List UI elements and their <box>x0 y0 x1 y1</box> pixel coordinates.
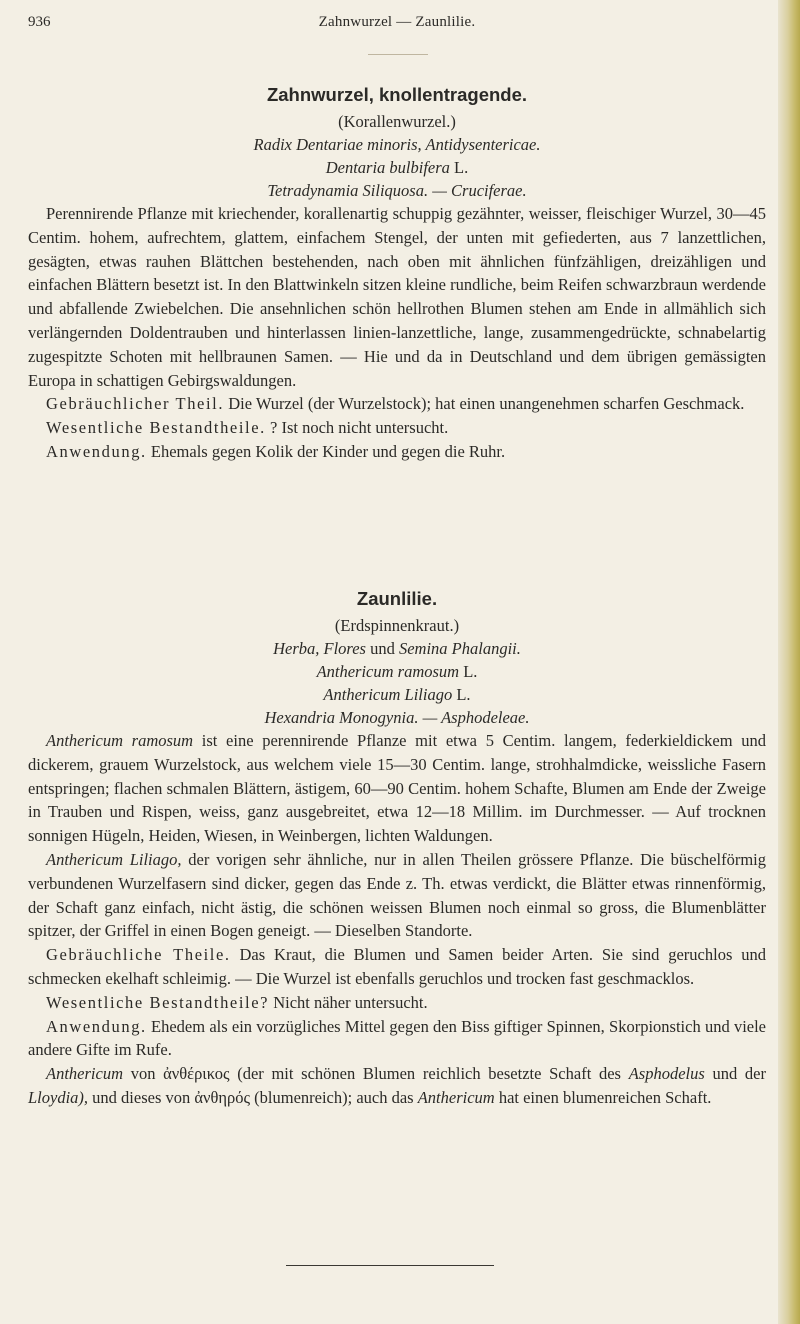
etymology-name-2: Anthericum <box>417 1087 495 1107</box>
species-author-2: L. <box>456 685 471 704</box>
page-edge <box>778 0 800 1324</box>
etymology-text-6: hat einen blumenreichen Schaft. <box>498 1087 712 1107</box>
etymology-text-5: (blumenreich); auch das <box>254 1087 414 1107</box>
constituents-text: Nicht näher untersucht. <box>273 992 428 1012</box>
species-name-1: Anthericum ramosum <box>316 662 460 681</box>
drug-names-b: Semina Phalangii. <box>398 639 521 658</box>
description-2-name: Anthericum Liliago, <box>46 849 182 869</box>
description-paragraph <box>28 202 766 392</box>
used-parts-label: Gebräuchliche Theile. <box>46 945 231 965</box>
species-name: Dentaria bulbifera <box>325 158 450 177</box>
application-paragraph <box>28 1015 766 1063</box>
constituents-paragraph <box>28 991 766 1015</box>
common-name: (Erdspinnenkraut.) <box>334 616 460 635</box>
application-paragraph <box>28 440 766 464</box>
etymology-text-2: (der mit schönen Blumen reichlich besetzte Schaft des <box>237 1064 621 1084</box>
drug-names <box>28 637 766 660</box>
used-parts-text: Das Kraut, die Blumen und Samen beider Arten. Sie sind geruchlos und schmecken ekelhaft schleimig. — Die Wurzel ist ebenfalls geruchlos und trocken fast geschmacklos. <box>28 945 766 988</box>
description-1-text: ist eine perennirende Pflanze mit etwa 5 Centim. langem, federkieldickem und dickerem, grauem Wurzelstock, aus welchem viele 15—30 Centim. lange, strohhalmdicke, weissliche Fasern entspringen; flachen schmalen Blättern, ästigem, 60—90 Centim. hohem Schafte, Blumen am Ende der Zweige in Trauben und Rispen, weiss, ganz ausgebreitet, etwa 12—18 Millim. im Durchmesser. — Auf trocknen sonnigen Hügeln, Heiden, Wiesen, in Weinbergen, lichten Waldungen. <box>28 731 767 846</box>
article-zahnwurzel <box>28 84 766 464</box>
drug-names: Radix Dentariae minoris, Antidysentericae. <box>253 135 541 154</box>
page-number: 936 <box>28 14 51 30</box>
etymology-text-3: und der <box>712 1064 767 1084</box>
etymology-greek-2: ἀνθηρός <box>194 1087 251 1107</box>
etymology-text-4: und dieses von <box>92 1087 191 1107</box>
drug-names-a: Herba, Flores <box>273 639 366 658</box>
etymology-paragraph <box>28 1062 766 1110</box>
constituents-label: Wesentliche Bestandtheile? <box>46 992 270 1012</box>
article-title: Zaunlilie. <box>356 588 438 609</box>
etymology-text-1: von <box>130 1064 156 1084</box>
species-line <box>28 156 766 179</box>
closing-rule <box>286 1265 494 1266</box>
article-title: Zahnwurzel, knollentragende. <box>266 84 528 105</box>
running-title: Zahnwurzel — Zaunlilie. <box>318 14 476 30</box>
header-rule <box>368 54 428 55</box>
application-text: Ehemals gegen Kolik der Kinder und gegen die Ruhr. <box>150 441 506 461</box>
page-content <box>28 0 766 1324</box>
drug-names-und: und <box>370 639 395 658</box>
common-name: (Korallenwurzel.) <box>338 112 456 131</box>
used-part-label: Gebräuchlicher Theil. <box>46 394 225 414</box>
etymology-greek-1: ἀνθέρικος <box>163 1064 230 1084</box>
etymology-name: Anthericum <box>46 1064 123 1084</box>
application-label: Anwendung. <box>46 1016 147 1036</box>
description-1-name: Anthericum ramosum <box>46 731 194 750</box>
species-author-1: L. <box>463 662 478 681</box>
classification: Hexandria Monogynia. — Asphodeleae. <box>264 708 530 727</box>
application-text: Ehedem als ein vorzügliches Mittel gegen den Biss giftiger Spinnen, Skorpionstich und viele andere Gifte im Rufe. <box>28 1016 767 1060</box>
used-parts-paragraph <box>28 943 766 991</box>
species-line-1 <box>28 660 766 683</box>
used-part-paragraph <box>28 392 766 416</box>
description-2-text: der vorigen sehr ähnliche, nur in allen Theilen grössere Pflanze. Die büschelförmig verbundenen Wurzelfasern sind dicker, gegen das Ende z. Th. etwas verdickt, die Blätter etwas rinnenförmig, der Schaft ganz einfach, nicht ästig, die schönen weissen Blumen noch einmal so gross, die Blumenblätter spitzer, der Griffel in einen Bogen geneigt. — Dieselben Standorte. <box>28 849 766 941</box>
article-zaunlilie <box>28 588 766 1110</box>
constituents-paragraph <box>28 416 766 440</box>
constituents-text: ? Ist noch nicht untersucht. <box>270 418 449 438</box>
constituents-label: Wesentliche Bestandtheile. <box>46 418 266 438</box>
species-author: L. <box>454 158 469 177</box>
etymology-asphodelus: Asphodelus <box>628 1064 705 1084</box>
application-label: Anwendung. <box>46 441 147 461</box>
etymology-lloydia: Lloydia), <box>28 1087 89 1107</box>
description-2-paragraph <box>28 848 766 943</box>
description-text: Perennirende Pflanze mit kriechender, korallenartig schuppig gezähnter, weisser, fleischiger Wurzel, 30—45 Centim. hohem, aufrechtem, glattem, einfachem Stengel, der unten mit gefiederten, aus 7 lanzettlichen, gesägten, etwas rauhen Blättchen bestehenden, nach oben mit ähnlichen fünfzähligen, dreizähligen und einfachen Blättern besetzt ist. In den Blattwinkeln sitzen kleine rundliche, beim Reifen schwarzbraun werdende und abfallende Zwiebelchen. Die ansehnlichen schön hellrothen Blumen stehen am Ende in allmählich sich verlängernden Doldentrauben und hinterlassen linien-lanzettliche, lange, zusammengedrückte, schnabelartig zugespitzte Schoten mit hellbraunen Samen. — Hie und da in Deutschland und dem übrigen gemässigten Europa in schattigen Gebirgswaldungen. <box>28 204 766 390</box>
used-part-text: Die Wurzel (der Wurzelstock); hat einen unangenehmen scharfen Geschmack. <box>228 394 745 414</box>
description-1-paragraph <box>28 729 766 848</box>
classification: Tetradynamia Siliquosa. — Cruciferae. <box>267 181 527 200</box>
running-head <box>28 14 766 42</box>
species-name-2: Anthericum Liliago <box>323 685 453 704</box>
species-line-2 <box>28 683 766 706</box>
